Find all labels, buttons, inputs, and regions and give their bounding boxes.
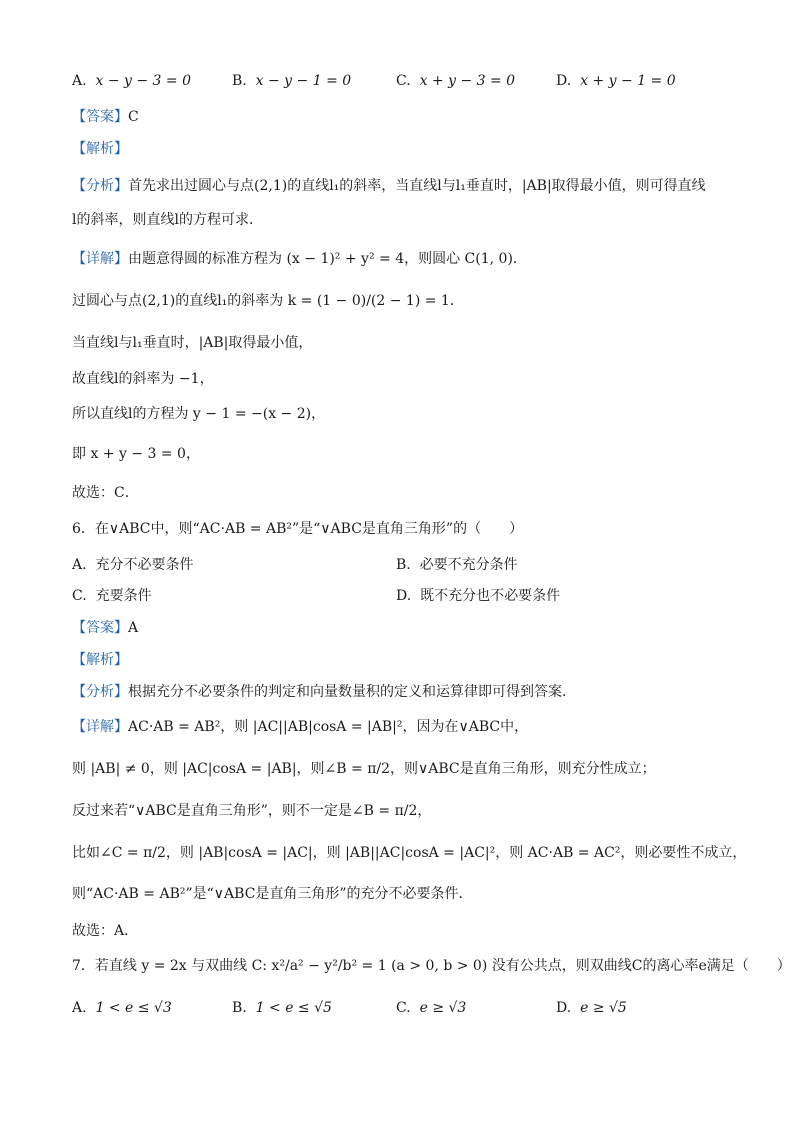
fenxi-line-2: l的斜率，则直线l的方程可求． (72, 212, 263, 228)
q6-detail-line-3: 反过来若“∨ABC是直角三角形”，则不一定是∠B = π/2， (72, 803, 432, 819)
xiangjie-label: 【详解】 (72, 251, 128, 267)
detail-line-2: 过圆心与点(2,1)的直线l₁的斜率为 k = (1 − 0)/(2 − 1) = 1． (72, 293, 464, 309)
detail-line-5: 所以直线l的方程为 y − 1 = −(x − 2)， (72, 406, 326, 422)
q6-detail-line-1: 【详解】AC·AB = AB²，则 |AC||AB|cosA = |AB|²，因为在∨ABC中， (72, 719, 529, 735)
option-c-text: x + y − 3 = 0 (419, 73, 516, 89)
detail-line-6: 即 x + y − 3 = 0， (72, 446, 200, 462)
option-a: A. x − y − 3 = 0 (72, 73, 191, 89)
answer-label: 【答案】 (72, 109, 128, 125)
detail-line-1: 【详解】由题意得圆的标准方程为 (x − 1)² + y² = 4，则圆心 C(1, 0)． (72, 251, 527, 267)
option-d: D. x + y − 1 = 0 (556, 73, 676, 89)
q6-option-a: A. 充分不必要条件 (72, 557, 194, 573)
q6-detail-line-6: 故选：A． (72, 923, 139, 939)
q6-detail-line-5: 则“AC·AB = AB²”是“∨ABC是直角三角形”的充分不必要条件． (72, 886, 473, 902)
q6-option-d: D. 既不充分也不必要条件 (396, 588, 561, 604)
fenxi-label: 【分析】 (72, 178, 128, 194)
q7-option-b: B. 1 < e ≤ √5 (232, 1000, 332, 1016)
option-a-text: x − y − 3 = 0 (95, 73, 191, 89)
q6-answer-row: 【答案】A (72, 620, 139, 636)
q7-option-a: A. 1 < e ≤ √3 (72, 1000, 172, 1016)
detail-line-3: 当直线l与l₁垂直时，|AB|取得最小值， (72, 335, 313, 351)
detail-line-4: 故直线l的斜率为 −1， (72, 371, 214, 387)
q6-option-b: B. 必要不充分条件 (396, 557, 518, 573)
q6-option-c: C. 充要条件 (72, 588, 152, 604)
q7-option-c: C. e ≥ √3 (396, 1000, 467, 1016)
detail-line-7: 故选：C． (72, 485, 139, 501)
q6-detail-line-2: 则 |AB| ≠ 0，则 |AC|cosA = |AB|，则∠B = π/2，则∨ABC是直角三角形，则充分性成立； (72, 761, 656, 777)
option-c: C. x + y − 3 = 0 (396, 73, 516, 89)
answer-row (72, 106, 139, 128)
question-7-stem: 7．若直线 y = 2x 与双曲线 C: x²/a² − y²/b² = 1 (a > 0, b > 0) 没有公共点，则双曲线C的离心率e满足（ ） (72, 958, 791, 974)
fenxi-line-1: 【分析】首先求出过圆心与点(2,1)的直线l₁的斜率，当直线l与l₁垂直时，|AB|取得最小值，则可得直线 (72, 178, 706, 194)
option-b-text: x − y − 1 = 0 (255, 73, 352, 89)
answer-value: C (128, 109, 139, 125)
q7-option-d: D. e ≥ √5 (556, 1000, 627, 1016)
q6-analysis-label: 【解析】 (72, 652, 128, 668)
q6-fenxi: 【分析】根据充分不必要条件的判定和向量数量积的定义和运算律即可得到答案． (72, 684, 576, 700)
question-6-stem: 6．在∨ABC中，则“AC·AB = AB²”是“∨ABC是直角三角形”的（ ） (72, 521, 524, 537)
option-d-text: x + y − 1 = 0 (580, 73, 676, 89)
option-b: B. x − y − 1 = 0 (232, 73, 352, 89)
analysis-label: 【解析】 (72, 141, 128, 157)
q6-detail-line-4: 比如∠C = π/2，则 |AB|cosA = |AC|，则 |AB||AC|cosA = |AC|²，则 AC·AB = AC²，则必要性不成立， (72, 845, 747, 861)
